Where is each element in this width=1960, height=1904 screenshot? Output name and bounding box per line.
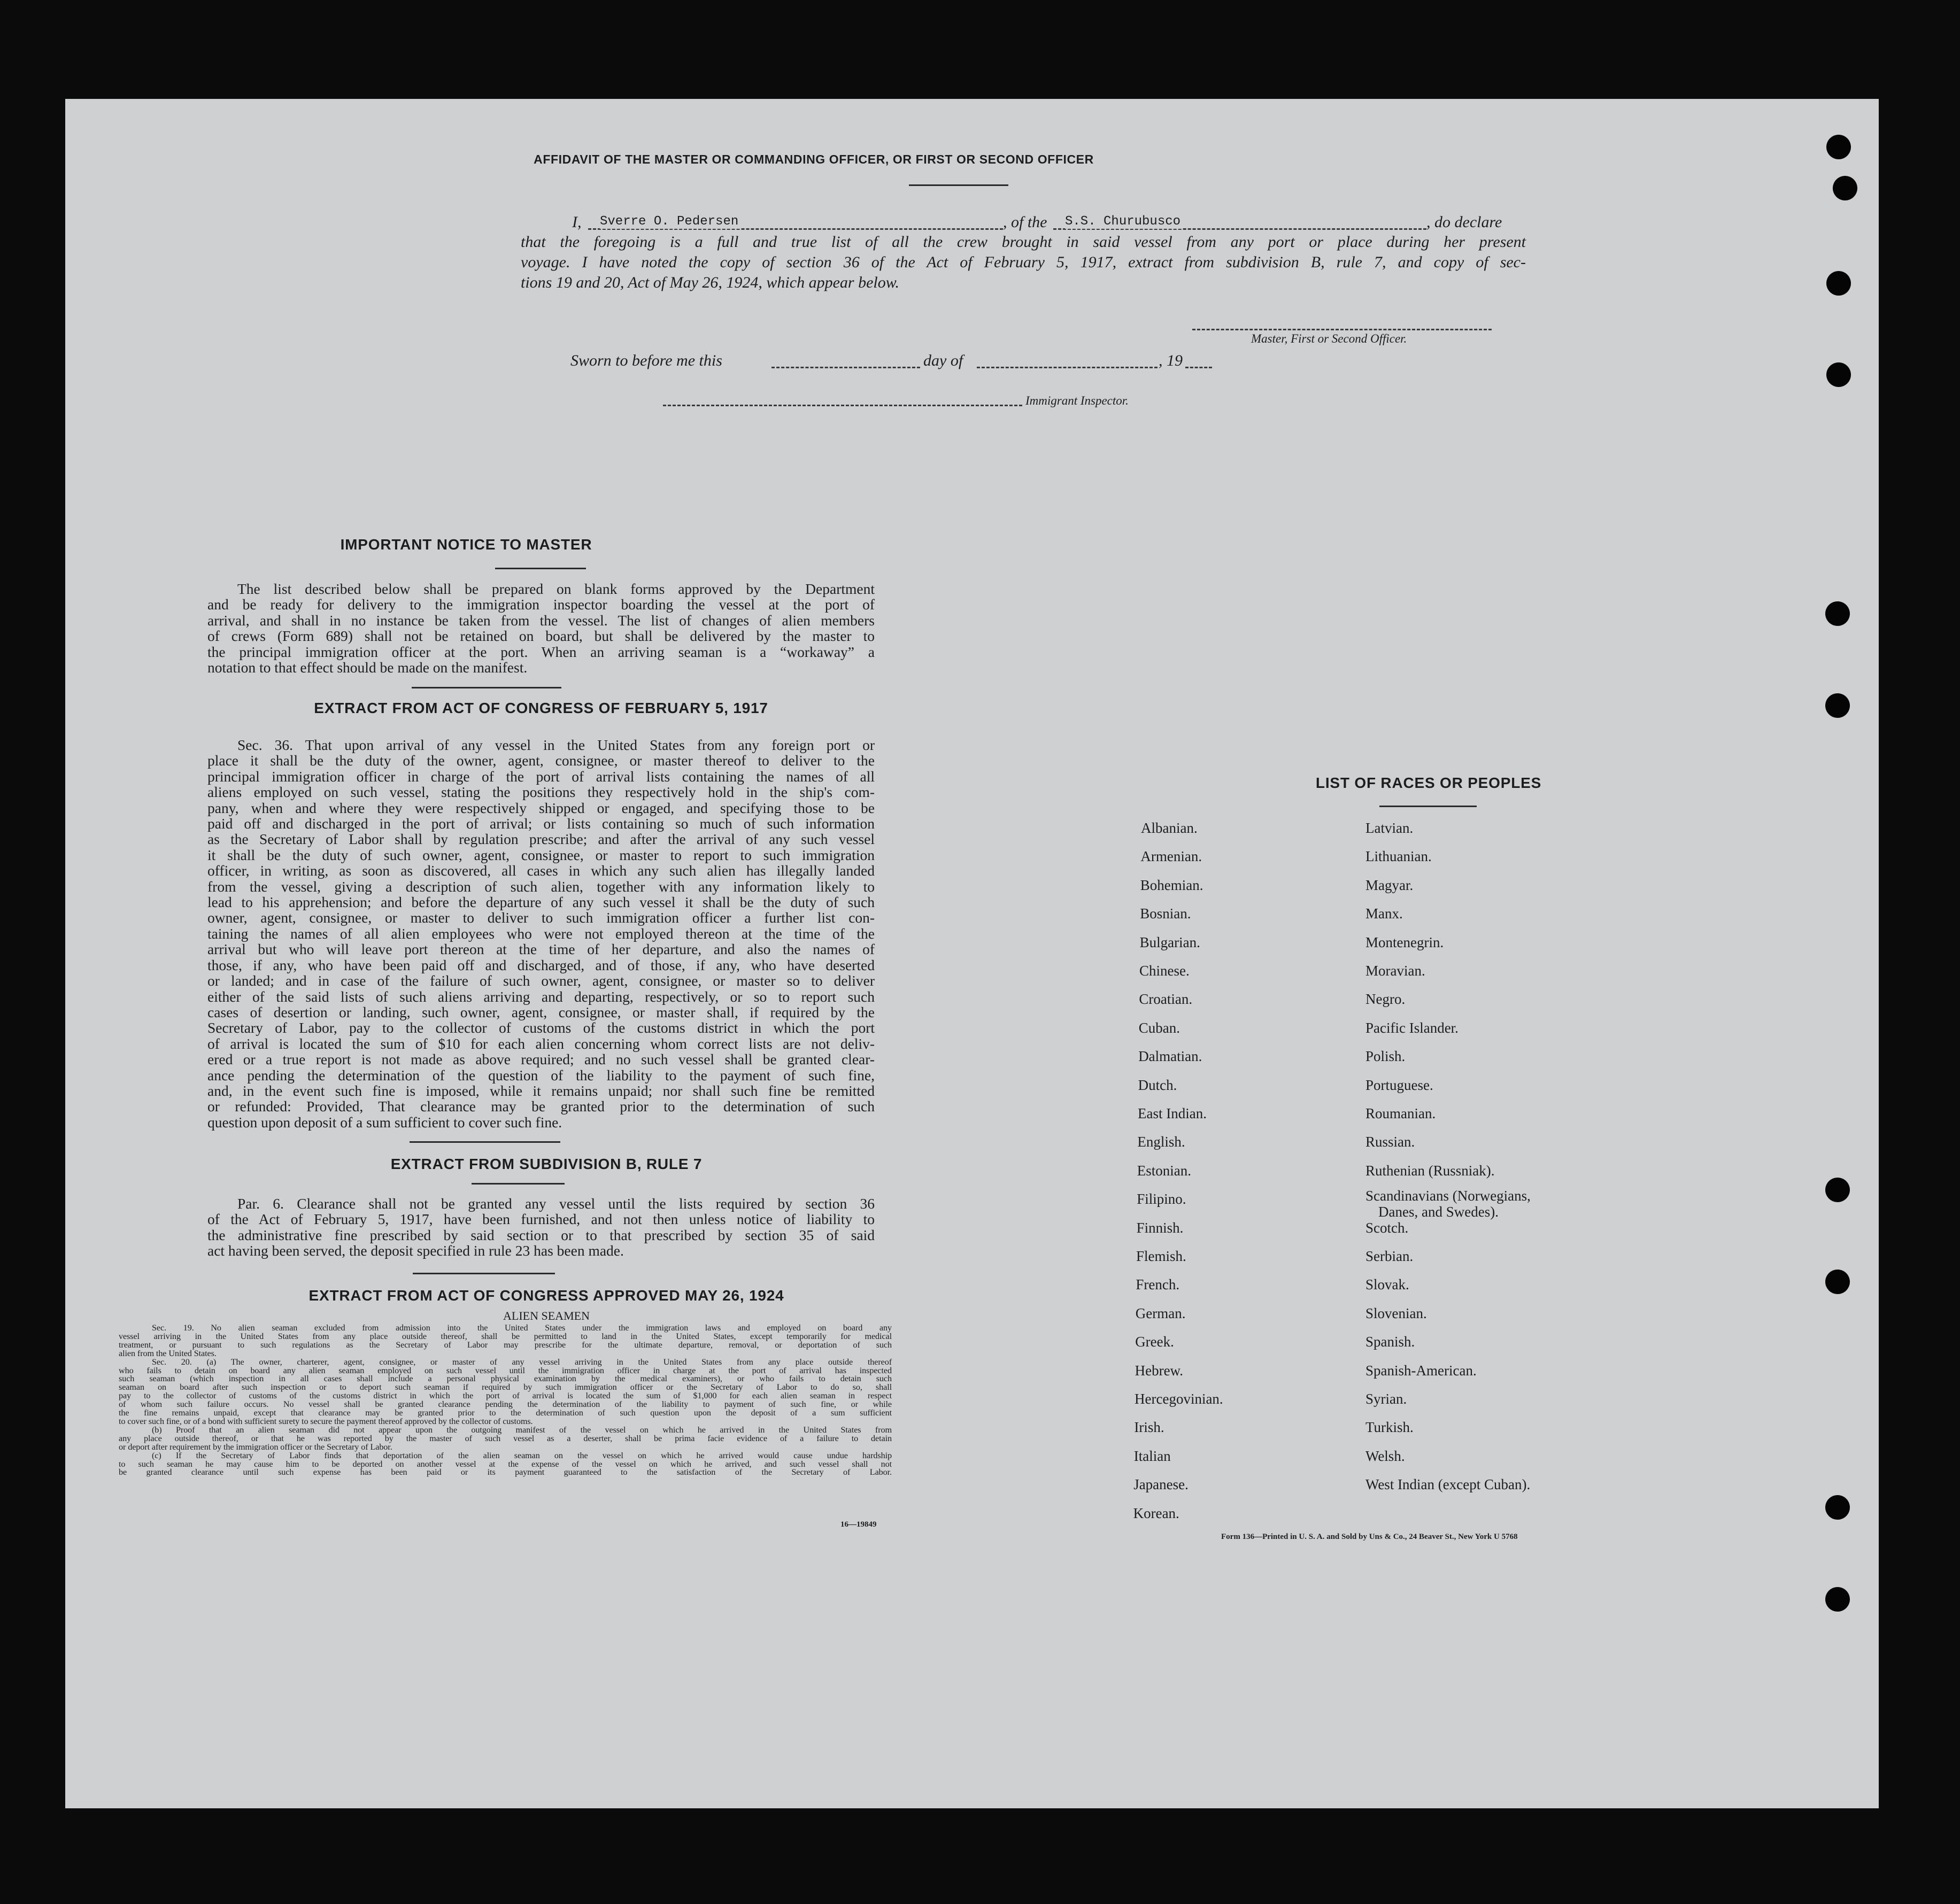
extract-1917-body	[207, 737, 875, 1130]
race-item: Danes, and Swedes).	[1378, 1204, 1499, 1220]
binder-hole	[1825, 693, 1850, 718]
sec20-line: who fails to detain on board any alien seaman employed on such vessel until the immigration officer in charge at the port of arrival has inspected	[119, 1365, 892, 1375]
binder-hole	[1826, 362, 1851, 387]
race-item: Serbian.	[1365, 1248, 1414, 1264]
sec36-line: taining the names of all alien employees who were not employed thereon at the time of the	[207, 925, 875, 942]
race-item: Roumanian.	[1365, 1105, 1436, 1121]
race-item: Armenian.	[1140, 848, 1202, 865]
race-item: Flemish.	[1136, 1248, 1186, 1264]
sec36-line: and, in the event such fine is imposed, while it remains unpaid; nor shall such fine be remitted	[207, 1082, 875, 1099]
race-item: Polish.	[1365, 1048, 1406, 1065]
binder-hole	[1826, 271, 1851, 296]
race-item: Filipino.	[1137, 1191, 1186, 1208]
affidavit-line-2: that the foregoing is a full and true list of all the crew brought in said vessel from any port or place during her present	[521, 233, 1526, 251]
title-rule	[909, 184, 1008, 186]
rule7-rule	[472, 1183, 565, 1185]
sec36-line: lead to his apprehension; and before the departure of any such vessel it shall be the duty of such	[207, 894, 875, 911]
race-item: Japanese.	[1133, 1476, 1189, 1493]
race-item: Turkish.	[1365, 1419, 1414, 1436]
notice-line: the principal immigration officer at the port. When an arriving seaman is a “workaway” a	[207, 643, 875, 660]
race-item: Ruthenian (Russniak).	[1365, 1162, 1495, 1179]
binder-hole	[1825, 1587, 1850, 1612]
race-item: Welsh.	[1365, 1448, 1405, 1464]
sec20-line: (b) Proof that an alien seaman did not appear upon the outgoing manifest of the vessel on which he arrived in the United States from	[152, 1425, 892, 1435]
binder-hole	[1826, 135, 1851, 159]
sec36-line: ance pending the determination of the question of the liability to the payment of such fine,	[207, 1066, 875, 1083]
race-item: Pacific Islander.	[1365, 1019, 1459, 1036]
race-item: Spanish-American.	[1365, 1362, 1477, 1379]
binder-hole	[1825, 601, 1850, 626]
sec36-line: of arrival is located the sum of $10 for each alien concerning whom correct lists are not deliv-	[207, 1035, 875, 1052]
sec20-line: any place outside thereof, or that he was reported by the master of such vessel as a deserter, shall be prima facie evidence of a failure to detain	[119, 1433, 892, 1443]
race-item: Hercegovinian.	[1135, 1391, 1223, 1407]
extract-1924-title: EXTRACT FROM ACT OF CONGRESS APPROVED MAY 26, 1924	[308, 1287, 784, 1304]
binder-hole	[1825, 1495, 1850, 1520]
race-item: Albanian.	[1141, 820, 1198, 836]
extract-rule7-body	[207, 1196, 875, 1259]
vessel-name: S.S. Churubusco	[1065, 214, 1183, 229]
sec36-line: either of the said lists of such aliens arriving and departing, respectively, or so to report such	[207, 988, 875, 1005]
races-title: LIST OF RACES OR PEOPLES	[1315, 775, 1542, 791]
race-item: Lithuanian.	[1365, 848, 1432, 865]
race-item: Scotch.	[1365, 1219, 1409, 1236]
extract-rule7-title: EXTRACT FROM SUBDIVISION B, RULE 7	[390, 1156, 703, 1172]
sec36-line: paid off and discharged in the port of arrival; or lists containing so much of such information	[207, 815, 875, 832]
race-item: Negro.	[1365, 991, 1406, 1008]
race-item: Latvian.	[1365, 820, 1414, 836]
affidavit-title: AFFIDAVIT OF THE MASTER OR COMMANDING OFFICER, OR FIRST OR SECOND OFFICER	[534, 152, 1094, 166]
affidavit-line-1	[509, 213, 1525, 235]
sec36-line: Secretary of Labor, pay to the collector of customs of the customs district in which the port	[207, 1019, 875, 1036]
sec19-line: treatment, or pursuant to such regulations as the Secretary of Labor may prescribe for the ultimate departure, removal, or deportation of such	[119, 1340, 892, 1350]
sworn-year-label: , 19	[1159, 352, 1183, 369]
sec20-line: to such seaman he may cause him to be deported on another vessel at the expense of the vessel on which he arrived, and such vessel shall not	[119, 1459, 892, 1469]
section-rule	[412, 687, 561, 688]
sworn-prefix: Sworn to before me this	[570, 352, 722, 369]
affidavit-line-3: voyage. I have noted the copy of section 36 of the Act of February 5, 1917, extract from subdivision B, rule 7, and copy of sec-	[521, 253, 1526, 271]
sworn-year-blank	[1185, 367, 1212, 368]
sec36-line: owner, agent, consignee, or master to deliver to such immigration officer a further list con-	[207, 909, 875, 926]
par6-line: act having been served, the deposit specified in rule 23 has been made.	[207, 1242, 624, 1259]
binder-hole	[1833, 176, 1857, 200]
sec36-line: from the vessel, giving a description of such alien, together with any information likely to	[207, 878, 875, 895]
sworn-date-blank	[771, 367, 920, 368]
line1-prefix: I,	[572, 213, 582, 231]
notice-body	[207, 581, 875, 675]
race-item: Bulgarian.	[1139, 934, 1200, 950]
race-item: West Indian (except Cuban).	[1365, 1476, 1531, 1493]
race-item: East Indian.	[1138, 1105, 1207, 1121]
notice-rule	[495, 568, 586, 569]
sec36-line: question upon deposit of a sum sufficient to cover such fine.	[207, 1113, 562, 1131]
race-item: Chinese.	[1139, 963, 1190, 979]
extract-1924-body	[119, 1324, 892, 1477]
race-item: Estonian.	[1137, 1162, 1192, 1179]
race-item: Slovak.	[1365, 1276, 1409, 1293]
sworn-month-blank	[977, 367, 1158, 368]
notice-title: IMPORTANT NOTICE TO MASTER	[340, 536, 592, 553]
sec20-line: to cover such fine, or of a bond with sufficient surety to secure the payment thereof approved by the collector of customs.	[119, 1416, 533, 1426]
sec36-line: or refunded: Provided, That clearance may be granted prior to the determination of such	[207, 1098, 875, 1115]
form-code: 16—19849	[840, 1520, 877, 1529]
inspector-line	[663, 405, 1022, 406]
race-item: Syrian.	[1365, 1391, 1407, 1407]
notice-line: notation to that effect should be made on the manifest.	[207, 659, 528, 676]
sec20-line: seaman on board after such inspection or to deport such seaman if required by such immigration officer or the Secretary of Labor to do so, shall	[119, 1382, 892, 1392]
alien-seamen-subtitle: ALIEN SEAMEN	[503, 1309, 590, 1322]
extract-1917-title: EXTRACT FROM ACT OF CONGRESS OF FEBRUARY 5, 1917	[314, 700, 768, 716]
sec36-line: cases of desertion or landing, such owner, agent, consignee, or master shall, if required by the	[207, 1003, 875, 1020]
sec36-line: or landed; and in case of the failure of such owner, agent, consignee, or master so to deliver	[207, 972, 875, 989]
race-item: Spanish.	[1365, 1334, 1415, 1350]
sec20-line: Sec. 20. (a) The owner, charterer, agent, consignee, or master of any vessel arriving in the United States from any place outside thereof	[152, 1357, 892, 1367]
race-item: Greek.	[1135, 1334, 1174, 1350]
race-item: Bosnian.	[1140, 905, 1191, 922]
race-item: Croatian.	[1139, 991, 1193, 1008]
sec36-line: arrival but who will leave port thereon at the time of her departure, and also the names of	[207, 941, 875, 958]
document-page	[65, 99, 1879, 1808]
notice-line: and be ready for delivery to the immigration inspector boarding the vessel at the port of	[207, 596, 875, 613]
signature-line	[1192, 329, 1492, 330]
master-name: Sverre O. Pedersen	[600, 214, 740, 229]
race-item: Moravian.	[1365, 963, 1425, 979]
race-item: Magyar.	[1365, 877, 1414, 893]
binder-hole	[1825, 1178, 1850, 1202]
sec36-line: as the Secretary of Labor shall by regulation prescribe; and after the arrival of any such vessel	[207, 831, 875, 848]
sec19-line: Sec. 19. No alien seaman excluded from admission into the United States under the immigration laws and employed on board any	[152, 1323, 892, 1333]
sec20-line: of whom such failure occurs. No vessel shall be granted clearance pending the determination of the liability to payment of such fine, or while	[119, 1399, 892, 1410]
sec20-line: (c) If the Secretary of Labor finds that deportation of the alien seaman on the vessel on which he arrived would cause undue hardship	[152, 1450, 892, 1460]
sworn-day-label: day of	[923, 352, 963, 369]
sec19-line: alien from the United States.	[119, 1348, 217, 1358]
sec20-line: such seaman (which inspection in all cases shall include a personal physical examination by the medical examiners), or who fails to detain such	[119, 1374, 892, 1384]
sec36-line: officer, in writing, as soon as discovered, all cases in which any such alien has illegally landed	[207, 862, 875, 879]
race-item: Italian	[1133, 1448, 1171, 1464]
races-rule	[1379, 806, 1477, 807]
sec36-line: it shall be the duty of such owner, agent, consignee, or master to report to such immigration	[207, 846, 875, 863]
inspector-caption: Immigrant Inspector.	[1025, 394, 1129, 407]
race-item: Scandinavians (Norwegians,	[1365, 1188, 1531, 1204]
sec20-line: or deport after requirement by the immigration officer or the Secretary of Labor.	[119, 1442, 392, 1452]
sec36-line: principal immigration officer in charge of the port of arrival lists containing the names of all	[207, 768, 875, 785]
race-item: Manx.	[1365, 905, 1403, 922]
race-item: Irish.	[1134, 1419, 1164, 1436]
imprint: Form 136—Printed in U. S. A. and Sold by Uns & Co., 24 Beaver St., New York U 5768	[1221, 1533, 1518, 1541]
do-declare-label: , do declare	[1426, 213, 1502, 231]
sec36-line: pany, when and where they were respectively shipped or engaged, and specifying those to be	[207, 799, 875, 816]
race-item: Bohemian.	[1140, 877, 1203, 893]
of-the-label: , of the	[1003, 213, 1047, 231]
race-item: Montenegrin.	[1365, 934, 1444, 950]
sec36-line: ered or a true report is not made as above required; and no such vessel shall be granted clear-	[207, 1051, 875, 1068]
par6-line: the administrative fine prescribed by said section or to that prescribed by section 35 of said	[207, 1226, 875, 1243]
race-item: Portuguese.	[1365, 1077, 1433, 1093]
par6-line: of the Act of February 5, 1917, have been furnished, and not then unless notice of liability to	[207, 1211, 875, 1228]
affidavit-line-4: tions 19 and 20, Act of May 26, 1924, which appear below.	[521, 274, 900, 291]
race-item: Finnish.	[1136, 1219, 1184, 1236]
sec20-line: pay to the collector of customs of the customs district in which the port of arrival is located the sum of $1,000 for each alien seaman in respect	[119, 1391, 892, 1401]
signature-caption: Master, First or Second Officer.	[1251, 332, 1407, 345]
sec19-line: vessel arriving in the United States from any place outside thereof, shall be permitted to land in the United States, except temporarily for medical	[119, 1331, 892, 1341]
race-item: French.	[1136, 1276, 1180, 1293]
race-item: Cuban.	[1138, 1019, 1180, 1036]
section-rule	[410, 1141, 560, 1143]
race-item: Russian.	[1365, 1134, 1415, 1150]
race-item: English.	[1137, 1134, 1185, 1150]
sec36-line: those, if any, who have been paid off and discharged, and of those, if any, who have deserted	[207, 956, 875, 973]
notice-line: arrival, and shall in no instance be taken from the vessel. The list of changes of alien members	[207, 612, 875, 629]
notice-line: The list described below shall be prepared on blank forms approved by the Department	[237, 581, 875, 597]
section-rule	[413, 1273, 555, 1274]
par6-line: Par. 6. Clearance shall not be granted any vessel until the lists required by section 36	[237, 1195, 875, 1212]
race-item: Slovenian.	[1365, 1305, 1427, 1321]
sec20-line: be granted clearance until such expense has been paid or its payment guaranteed to the satisfaction of the Secretary of Labor.	[119, 1467, 892, 1477]
race-item: Dalmatian.	[1138, 1048, 1202, 1065]
race-item: Hebrew.	[1135, 1362, 1184, 1379]
race-item: German.	[1135, 1305, 1186, 1321]
race-item: Dutch.	[1138, 1077, 1177, 1093]
sec20-line: the fine remains unpaid, except that clearance may be granted prior to the determination of such question upon the deposit of a sum sufficient	[119, 1408, 892, 1418]
race-item: Korean.	[1133, 1505, 1179, 1521]
notice-line: of crews (Form 689) shall not be retained on board, but shall be delivered by the master to	[207, 628, 875, 645]
sec36-line: Sec. 36. That upon arrival of any vessel in the United States from any foreign port or	[237, 737, 875, 753]
sworn-line	[570, 352, 1212, 373]
sec36-line: aliens employed on such vessel, stating the positions they respectively hold in the ship's com-	[207, 784, 875, 801]
sec36-line: place it shall be the duty of the owner, agent, consignee, or master thereof to deliver to the	[207, 752, 875, 769]
binder-hole	[1825, 1270, 1850, 1294]
